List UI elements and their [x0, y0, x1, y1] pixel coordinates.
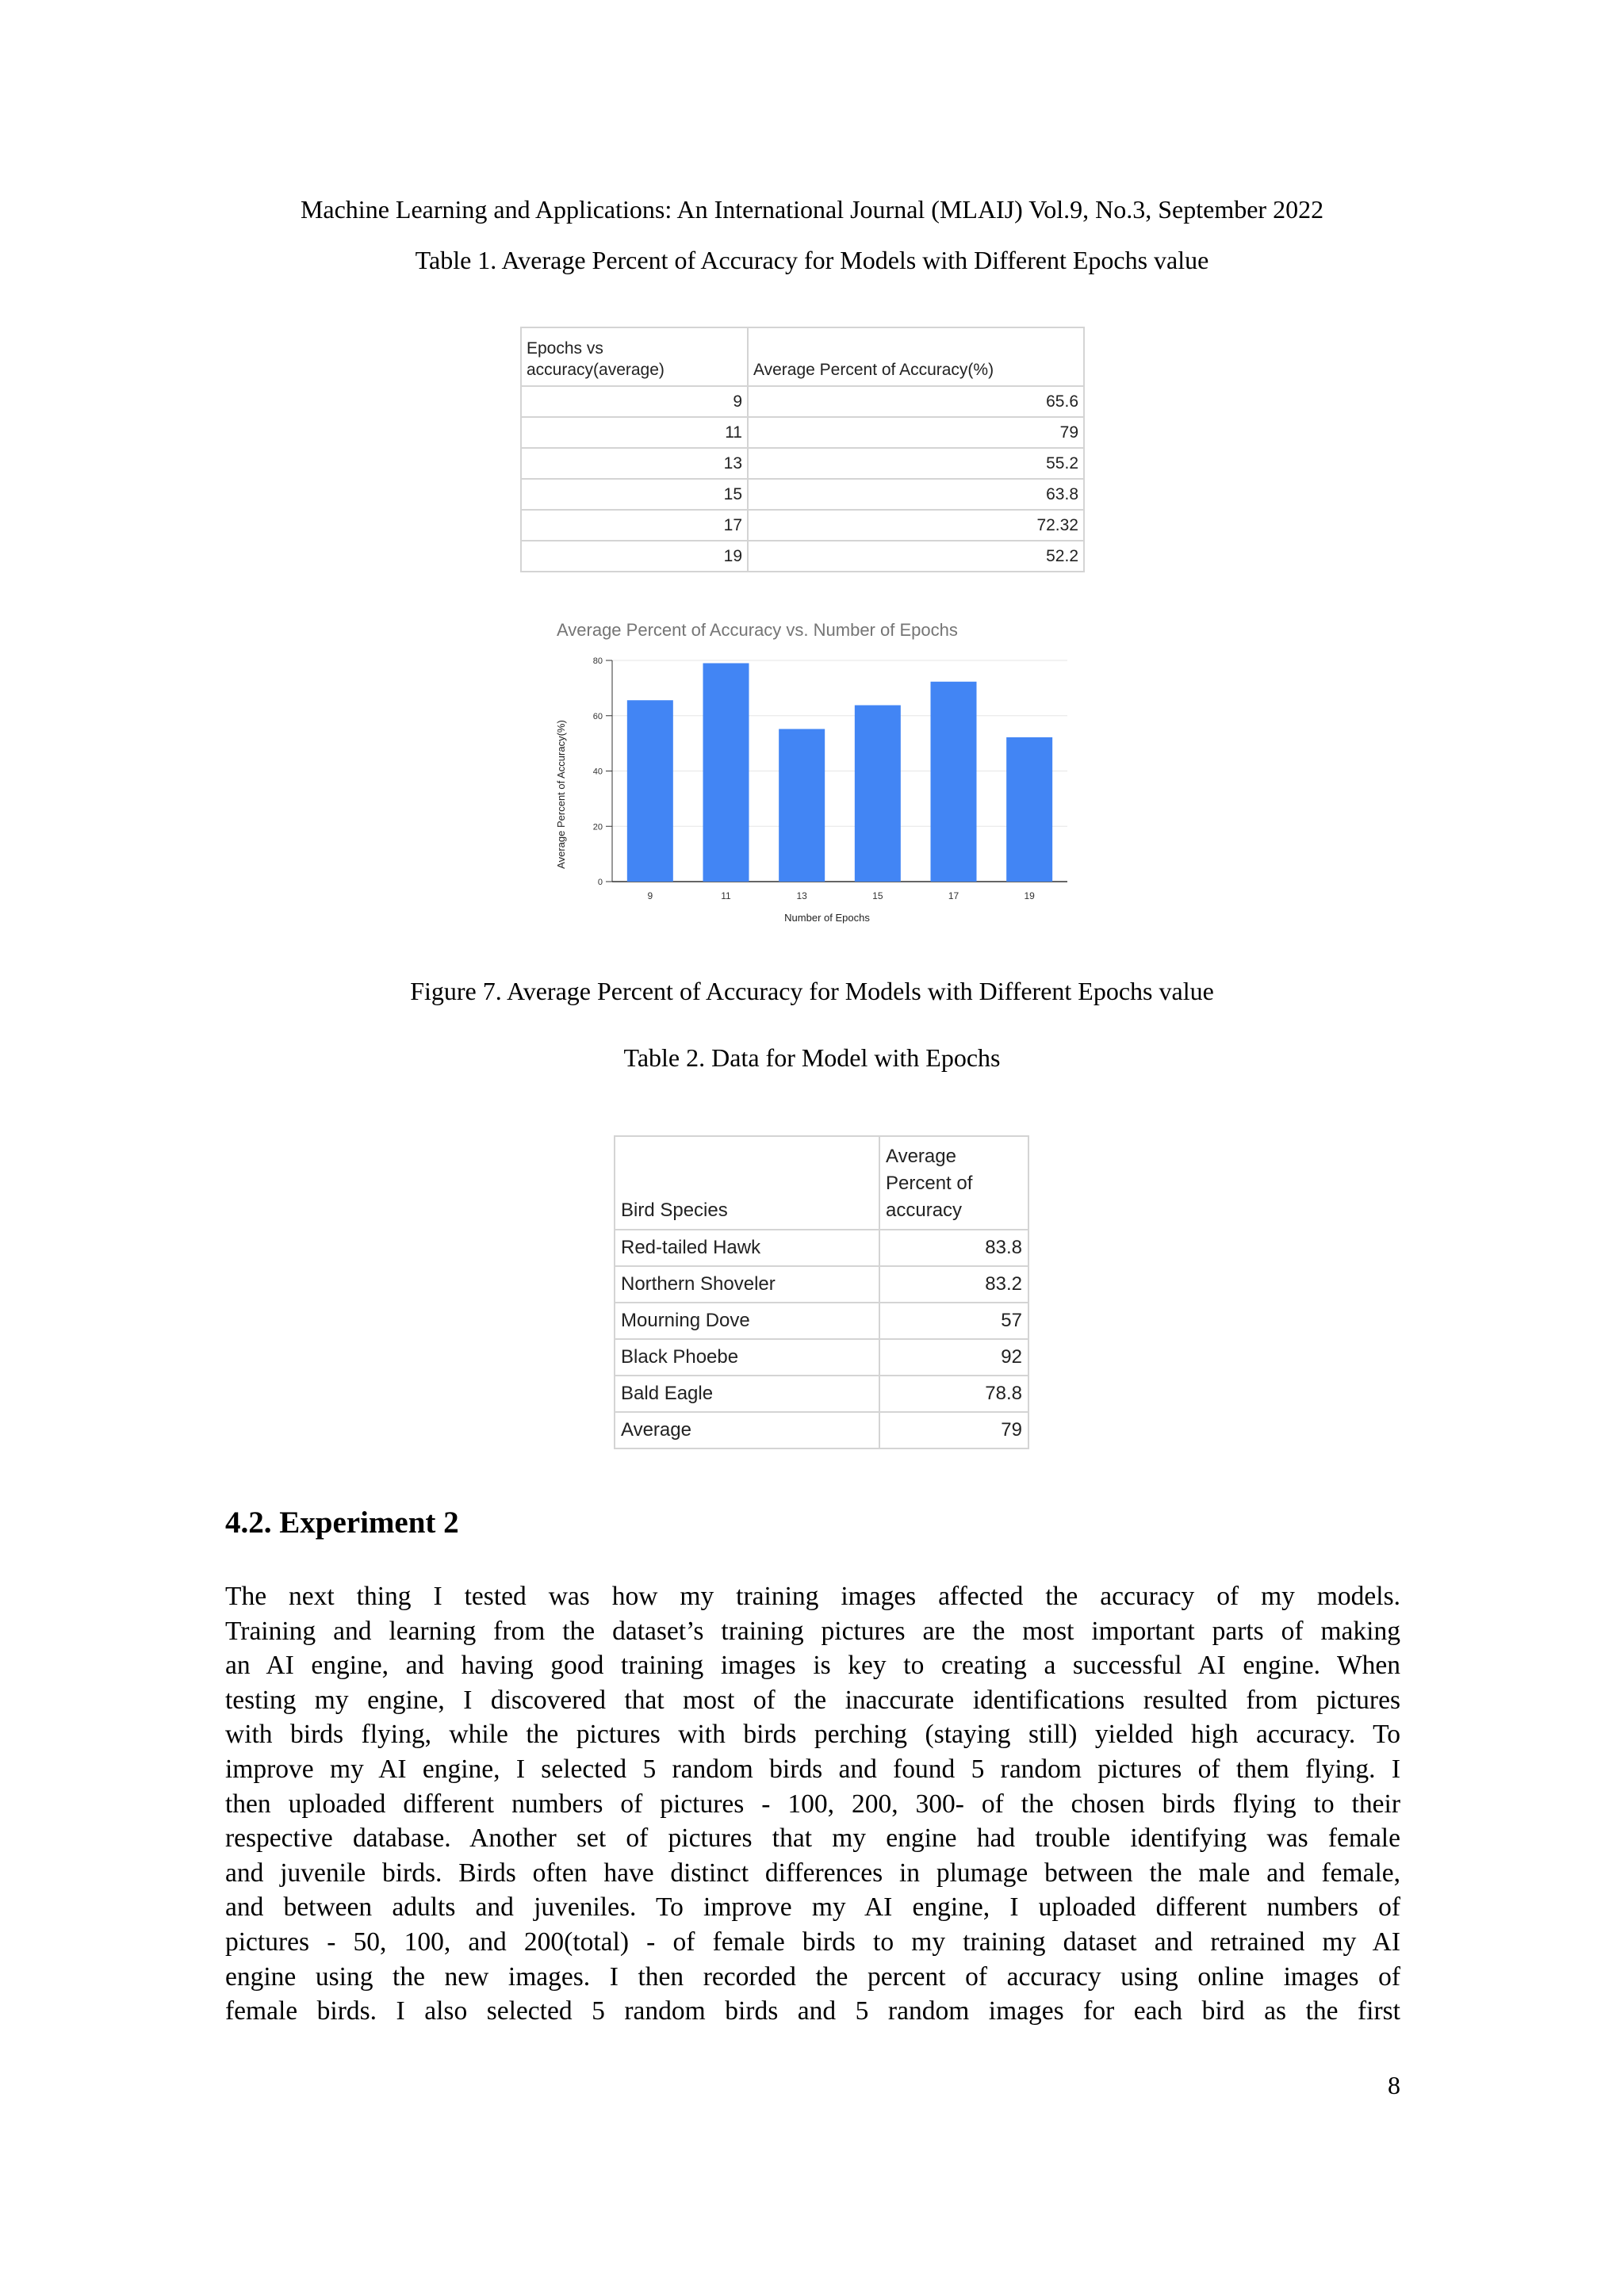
table-row — [521, 541, 1084, 572]
paragraph-line: engine using the new images. I then recorded the percent of accuracy using online images of — [225, 1961, 1400, 1992]
paragraph-line: pictures - 50, 100, and 200(total) - of female birds to my training dataset and retrained my AI — [225, 1927, 1400, 1957]
table2-cell-species: Black Phoebe — [615, 1339, 879, 1376]
paragraph-line: and between adults and juveniles. To improve my AI engine, I uploaded different numbers of — [225, 1892, 1400, 1923]
table2-cell-species: Average — [615, 1412, 879, 1448]
table1-header-accuracy: Average Percent of Accuracy(%) — [748, 327, 1084, 386]
chart-y-axis-label: Average Percent of Accuracy(%) — [555, 720, 567, 869]
chart-title: Average Percent of Accuracy vs. Number of Epochs — [557, 620, 958, 640]
table2-cell-accuracy: 78.8 — [879, 1376, 1028, 1412]
table1-cell-accuracy: 65.6 — [748, 386, 1084, 417]
chart-y-tick-label: 60 — [592, 711, 603, 721]
table-row — [615, 1412, 1028, 1448]
table-row — [521, 386, 1084, 417]
chart-y-tick-label: 0 — [597, 878, 603, 887]
paragraph-line: and juvenile birds. Birds often have distinct differences in plumage between the male and female, — [225, 1858, 1400, 1888]
table1-cell-epochs: 19 — [521, 541, 748, 572]
chart-bar — [627, 700, 673, 882]
table-row — [615, 1266, 1028, 1303]
table1-cell-epochs: 15 — [521, 479, 748, 510]
paragraph-line: an AI engine, and having good training images is key to creating a successful AI engine. When — [225, 1651, 1400, 1681]
table2 — [614, 1135, 1029, 1449]
table1-cell-accuracy: 52.2 — [748, 541, 1084, 572]
table2-cell-species: Northern Shoveler — [615, 1266, 879, 1303]
chart-x-tick-label: 11 — [721, 890, 731, 901]
table-row — [521, 448, 1084, 479]
chart-bar — [931, 682, 977, 882]
table1 — [520, 327, 1085, 572]
chart-x-tick-label: 13 — [796, 890, 807, 901]
table1-cell-accuracy: 79 — [748, 417, 1084, 448]
table1-header-epochs: Epochs vs accuracy(average) — [521, 327, 748, 386]
figure7-caption: Figure 7. Average Percent of Accuracy for Models with Different Epochs value — [410, 977, 1214, 1005]
chart-y-tick-label: 20 — [592, 822, 603, 832]
paragraph-line: with birds flying, while the pictures with birds perching (staying still) yielded high accuracy. To — [225, 1720, 1400, 1750]
paragraph-line: female birds. I also selected 5 random birds and 5 random images for each bird as the first — [225, 1996, 1400, 2026]
table-row — [615, 1376, 1028, 1412]
table1-cell-accuracy: 55.2 — [748, 448, 1084, 479]
table2-cell-accuracy: 83.8 — [879, 1230, 1028, 1266]
table1-cell-epochs: 13 — [521, 448, 748, 479]
table2-cell-species: Mourning Dove — [615, 1303, 879, 1339]
chart-bar — [779, 729, 825, 882]
table1-cell-accuracy: 72.32 — [748, 510, 1084, 541]
table2-header-row — [615, 1136, 1028, 1230]
chart-bar — [703, 663, 749, 882]
table1-header-row — [521, 327, 1084, 386]
table2-cell-accuracy: 83.2 — [879, 1266, 1028, 1303]
table-row — [521, 479, 1084, 510]
chart-x-tick-label: 15 — [872, 890, 883, 901]
paragraph-line: respective database. Another set of pictures that my engine had trouble identifying was female — [225, 1823, 1400, 1854]
chart-x-tick-label: 9 — [647, 890, 653, 901]
section-heading: 4.2. Experiment 2 — [225, 1506, 459, 1540]
chart-x-tick-label: 19 — [1024, 890, 1035, 901]
table-row — [615, 1339, 1028, 1376]
table2-cell-species: Bald Eagle — [615, 1376, 879, 1412]
chart-bar — [855, 705, 901, 882]
paragraph-line: Training and learning from the dataset’s training pictures are the most important parts of making — [225, 1616, 1400, 1646]
table1-cell-accuracy: 63.8 — [748, 479, 1084, 510]
table1-cell-epochs: 11 — [521, 417, 748, 448]
table-row — [521, 417, 1084, 448]
paragraph-line: The next thing I tested was how my training images affected the accuracy of my models. — [225, 1582, 1400, 1611]
chart-x-tick-label: 17 — [948, 890, 959, 901]
table-row — [615, 1230, 1028, 1266]
table-row — [615, 1303, 1028, 1339]
paragraph-line: then uploaded different numbers of pictures - 100, 200, 300- of the chosen birds flying to their — [225, 1789, 1400, 1819]
table1-caption: Table 1. Average Percent of Accuracy for Models with Different Epochs value — [415, 246, 1209, 274]
paragraph-line: improve my AI engine, I selected 5 random birds and found 5 random pictures of them flying. I — [225, 1754, 1400, 1784]
table1-cell-epochs: 9 — [521, 386, 748, 417]
chart-x-axis-label: Number of Epochs — [784, 912, 870, 924]
chart-bars — [627, 663, 1052, 882]
chart-y-tick-label: 80 — [592, 656, 603, 666]
running-head: Machine Learning and Applications: An International Journal (MLAIJ) Vol.9, No.3, September 2022 — [300, 195, 1324, 224]
chart-grid — [612, 660, 1067, 882]
table2-header-accuracy: Average Percent of accuracy — [879, 1136, 1028, 1230]
chart-bar — [1006, 737, 1052, 882]
table-row — [521, 510, 1084, 541]
table2-cell-accuracy: 92 — [879, 1339, 1028, 1376]
table2-cell-accuracy: 79 — [879, 1412, 1028, 1448]
figure7-bar-chart — [547, 615, 1086, 932]
page-number: 8 — [1388, 2071, 1400, 2099]
body-paragraph — [225, 1579, 1400, 2029]
table2-caption: Table 2. Data for Model with Epochs — [623, 1043, 1001, 1072]
table2-cell-species: Red-tailed Hawk — [615, 1230, 879, 1266]
paragraph-line: testing my engine, I discovered that most of the inaccurate identifications resulted from pictures — [225, 1685, 1400, 1715]
table1-cell-epochs: 17 — [521, 510, 748, 541]
table2-cell-accuracy: 57 — [879, 1303, 1028, 1339]
table2-header-species: Bird Species — [615, 1136, 879, 1230]
chart-y-tick-label: 40 — [592, 767, 603, 777]
